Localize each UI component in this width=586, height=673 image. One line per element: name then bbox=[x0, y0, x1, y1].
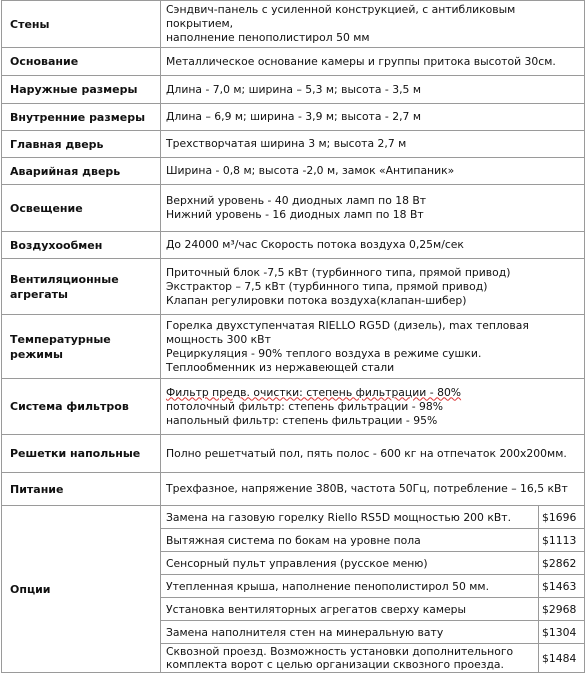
row-emergency-door bbox=[2, 158, 585, 185]
row-label: Вентиляционные агрегаты bbox=[2, 259, 161, 315]
option-name-line: Установка вентиляторных агрегатов сверху камеры bbox=[166, 602, 467, 616]
value-line: Сэндвич-панель с усиленной конструкцией, с антибликовым покрытием, bbox=[166, 3, 516, 30]
row-value bbox=[161, 232, 585, 259]
option-name bbox=[161, 506, 539, 529]
row-air-exchange bbox=[2, 232, 585, 259]
option-name bbox=[161, 621, 539, 644]
row-value bbox=[161, 473, 585, 506]
value-line: Трехстворчатая ширина 3 м; высота 2,7 м bbox=[166, 137, 407, 150]
option-price: $1696 bbox=[539, 506, 585, 529]
row-options bbox=[2, 506, 585, 673]
row-label: Внутренние размеры bbox=[2, 104, 161, 131]
value-line: потолочный фильтр: степень фильтрации - 98% bbox=[166, 399, 444, 413]
value-line: Рециркуляция - 90% теплого воздуха в режиме сушки. bbox=[166, 346, 482, 360]
row-value bbox=[161, 1, 585, 48]
option-name bbox=[161, 552, 539, 575]
row-value bbox=[161, 435, 585, 473]
row-floor-grates bbox=[2, 435, 585, 473]
row-base bbox=[2, 48, 585, 76]
option-price: $1113 bbox=[539, 529, 585, 552]
row-label: Решетки напольные bbox=[2, 435, 161, 473]
row-outer-size bbox=[2, 76, 585, 104]
value-line: Трехфазное, напряжение 380В, частота 50Гц, потребление – 16,5 кВт bbox=[166, 482, 568, 495]
row-label: Освещение bbox=[2, 185, 161, 232]
row-power bbox=[2, 473, 585, 506]
option-price: $1484 bbox=[542, 651, 577, 665]
row-value bbox=[161, 185, 585, 232]
option-price: $2862 bbox=[539, 552, 585, 575]
row-filters bbox=[2, 379, 585, 435]
option-row bbox=[161, 529, 584, 552]
row-label: Система фильтров bbox=[2, 379, 161, 435]
option-name bbox=[161, 575, 539, 598]
value-line: Металлическое основание камеры и группы притока высотой 30см. bbox=[166, 54, 556, 68]
value-line: Клапан регулировки потока воздуха(клапан-шибер) bbox=[166, 293, 467, 307]
row-value bbox=[161, 158, 585, 185]
row-temperature bbox=[2, 315, 585, 379]
row-label: Питание bbox=[2, 473, 161, 506]
option-price: $2968 bbox=[539, 598, 585, 621]
row-label: Наружные размеры bbox=[2, 76, 161, 104]
option-name-line: Вытяжная система по бокам на уровне пола bbox=[166, 533, 421, 547]
value-line: мощность 300 кВт bbox=[166, 332, 271, 346]
option-name-line: Сквозной проезд. Возможность установки дополнительного bbox=[166, 645, 514, 658]
row-value bbox=[161, 379, 585, 435]
value-line: Экстрактор – 7,5 кВт (турбинного типа, прямой привод) bbox=[166, 279, 488, 293]
row-value bbox=[161, 76, 585, 104]
option-row bbox=[161, 621, 584, 644]
option-row bbox=[161, 598, 584, 621]
options-cell bbox=[161, 506, 585, 673]
row-label: Воздухообмен bbox=[2, 232, 161, 259]
row-main-door bbox=[2, 131, 585, 158]
option-price: $1463 bbox=[539, 575, 585, 598]
value-line: Фильтр предв. очистки: степень фильтрации - 80% bbox=[166, 385, 462, 399]
value-line: наполнение пенополистирол 50 мм bbox=[166, 31, 370, 44]
value-line: Теплообменник из нержавеющей стали bbox=[166, 360, 395, 374]
value-line: напольный фильтр: степень фильтрации - 95% bbox=[166, 413, 438, 427]
row-ventilation bbox=[2, 259, 585, 315]
row-value bbox=[161, 48, 585, 76]
row-label: Стены bbox=[2, 1, 161, 48]
row-value bbox=[161, 315, 585, 379]
value-line: До 24000 м³/час Скорость потока воздуха 0,25м/сек bbox=[166, 238, 464, 251]
option-row bbox=[161, 506, 584, 529]
row-label: Опции bbox=[2, 506, 161, 673]
row-label: Главная дверь bbox=[2, 131, 161, 158]
row-label: Основание bbox=[2, 48, 161, 76]
option-name bbox=[161, 644, 539, 673]
option-row bbox=[161, 644, 584, 673]
value-line: Верхний уровень - 40 диодных ламп по 18 Вт bbox=[166, 194, 427, 207]
option-name-line: Замена на газовую горелку Riello RS5D мощностью 200 кВт. bbox=[166, 510, 512, 524]
value-line: Длина – 6,9 м; ширина - 3,9 м; высота - 2,7 м bbox=[166, 110, 421, 123]
option-name bbox=[161, 529, 539, 552]
row-walls bbox=[2, 1, 585, 48]
value-line: Горелка двухступенчатая RIELLO RG5D (дизель), max тепловая bbox=[166, 318, 529, 332]
row-inner-size bbox=[2, 104, 585, 131]
option-name-line: Сенсорный пульт управления (русское меню) bbox=[166, 556, 428, 570]
option-name-line: Утепленная крыша, наполнение пенополистирол 50 мм. bbox=[166, 579, 490, 593]
row-value bbox=[161, 259, 585, 315]
row-value bbox=[161, 104, 585, 131]
option-price: $1304 bbox=[539, 621, 585, 644]
value-line: Нижний уровень - 16 диодных ламп по 18 Вт bbox=[166, 208, 424, 221]
row-label: Температурные режимы bbox=[2, 315, 161, 379]
option-name bbox=[161, 598, 539, 621]
row-label: Аварийная дверь bbox=[2, 158, 161, 185]
value-line: Ширина - 0,8 м; высота -2,0 м, замок «Антипаник» bbox=[166, 164, 455, 177]
options-table bbox=[161, 506, 584, 672]
value-line: Полно решетчатый пол, пять полос - 600 кг на отпечаток 200х200мм. bbox=[166, 446, 567, 460]
option-row bbox=[161, 552, 584, 575]
option-name-line: Замена наполнителя стен на минеральную вату bbox=[166, 625, 444, 639]
value-line: Длина - 7,0 м; ширина – 5,3 м; высота - 3,5 м bbox=[166, 82, 421, 96]
value-line: Приточный блок -7,5 кВт (турбинного типа, прямой привод) bbox=[166, 265, 511, 279]
row-value bbox=[161, 131, 585, 158]
spec-table bbox=[1, 0, 585, 673]
option-name-line: комплекта ворот с целью организации сквозного проезда. bbox=[166, 658, 504, 671]
row-lighting bbox=[2, 185, 585, 232]
option-row bbox=[161, 575, 584, 598]
